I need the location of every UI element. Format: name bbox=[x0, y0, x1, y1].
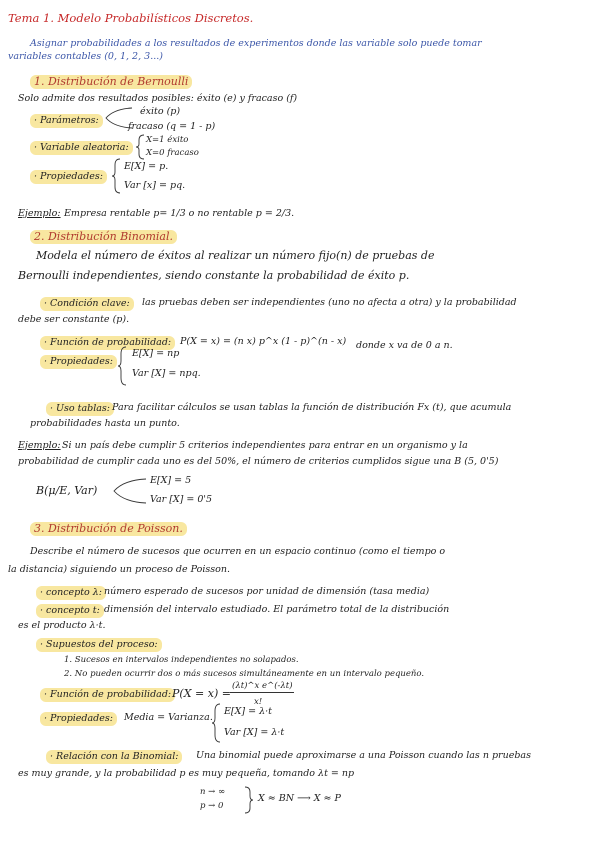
poisson-func-den: x! bbox=[254, 697, 263, 707]
binomial-prop-brace bbox=[118, 346, 128, 386]
poisson-lim-result: X ≈ BN ⟶ X ≈ P bbox=[258, 793, 341, 804]
poisson-func-num: (λt)^x e^(-λt) bbox=[232, 681, 293, 691]
poisson-prop-label: · Propiedades: bbox=[40, 712, 117, 726]
binomial-func-tail: donde x va de 0 a n. bbox=[356, 340, 453, 351]
bernoulli-prop-2: Var [x] = pq. bbox=[124, 180, 186, 191]
bernoulli-line: Solo admite dos resultados posibles: éxito (e) y fracaso (f) bbox=[18, 93, 298, 104]
binomial-prop-1: E[X] = np bbox=[132, 348, 180, 359]
binomial-func-text: P(X = x) = (n x) p^x (1 - p)^(n - x) bbox=[180, 336, 347, 347]
intro-line-1: Asignar probabilidades a los resultados de experimentos donde las variable solo puede tomar bbox=[30, 38, 482, 49]
poisson-rel-text-2: es muy grande, y la probabilidad p es muy pequeña, tomando λt = np bbox=[18, 768, 355, 779]
binomial-prop-label: · Propiedades: bbox=[40, 355, 117, 369]
bernoulli-param-label: · Parámetros: bbox=[30, 114, 103, 128]
bernoulli-example-text: Empresa rentable p= 1/3 o no rentable p = 2/3. bbox=[64, 208, 295, 219]
bernoulli-prop-brace bbox=[112, 158, 122, 194]
poisson-sup-1: 1. Sucesos en intervalos independientes no solapados. bbox=[64, 655, 299, 665]
poisson-fraction-bar bbox=[230, 692, 294, 693]
poisson-lim-2: p → 0 bbox=[200, 801, 224, 811]
binomial-example-text-2: probabilidad de cumplir cada uno es del 50%, el número de criterios cumplidos sigue una B (5, 0'5) bbox=[18, 456, 499, 467]
binomial-tables-text-2: probabilidades hasta un punto. bbox=[30, 418, 180, 429]
bernoulli-var-1: X=1 éxito bbox=[146, 135, 189, 145]
binomial-func-label: · Función de probabilidad: bbox=[40, 336, 175, 350]
poisson-c2-label: · concepto t: bbox=[36, 604, 104, 618]
binomial-desc-2: Bernoulli independientes, siendo constante la probabilidad de éxito p. bbox=[18, 269, 410, 282]
bernoulli-var-label: · Variable aleatoria: bbox=[30, 141, 133, 155]
binomial-tables-text: Para facilitar cálculos se usan tablas la función de distribución Fx (t), que acumula bbox=[112, 402, 512, 413]
binomial-tables-label: · Uso tablas: bbox=[46, 402, 114, 416]
b-branch bbox=[112, 477, 148, 505]
binomial-cond-text: las pruebas deben ser independientes (uno no afecta a otra) y la probabilidad bbox=[142, 297, 517, 308]
bernoulli-prop-label: · Propiedades: bbox=[30, 170, 107, 184]
poisson-desc-2: la distancia) siguiendo un proceso de Poisson. bbox=[8, 564, 231, 575]
binomial-b-2: Var [X] = 0'5 bbox=[150, 494, 213, 505]
poisson-c2-text: dimensión del intervalo estudiado. El parámetro total de la distribución bbox=[104, 604, 450, 615]
binomial-prop-2: Var [X] = npq. bbox=[132, 368, 201, 379]
poisson-c2-text-2: es el producto λ·t. bbox=[18, 620, 106, 631]
binomial-example-text: Si un país debe cumplir 5 criterios independientes para entrar en un organismo y la bbox=[62, 440, 468, 451]
poisson-sup-2: 2. No pueden ocurrir dos o más sucesos simultáneamente en un intervalo pequeño. bbox=[64, 669, 425, 679]
binomial-cond-label: · Condición clave: bbox=[40, 297, 134, 311]
poisson-prop-lead: Media = Varianza. bbox=[124, 712, 213, 723]
binomial-b-1: E[X] = 5 bbox=[150, 475, 192, 486]
poisson-heading: 3. Distribución de Poisson. bbox=[30, 522, 187, 536]
bernoulli-prop-1: E[X] = p. bbox=[124, 161, 169, 172]
bernoulli-var-2: X=0 fracaso bbox=[146, 148, 199, 158]
poisson-lim-1: n → ∞ bbox=[200, 787, 226, 797]
binomial-b-label: B(μ/E, Var) bbox=[36, 484, 98, 497]
poisson-c1-label: · concepto λ: bbox=[36, 586, 106, 600]
bernoulli-example-label: Ejemplo: bbox=[18, 208, 61, 219]
page-title: Tema 1. Modelo Probabilísticos Discretos. bbox=[8, 11, 254, 25]
poisson-prop-brace bbox=[212, 703, 222, 743]
binomial-example-label: Ejemplo: bbox=[18, 440, 61, 451]
poisson-sup-label: · Supuestos del proceso: bbox=[36, 638, 162, 652]
intro-line-2: variables contables (0, 1, 2, 3...) bbox=[8, 51, 163, 62]
poisson-func-text: P(X = x) = bbox=[172, 687, 231, 700]
binomial-heading: 2. Distribución Binomial. bbox=[30, 230, 177, 244]
poisson-prop-2: Var [X] = λ·t bbox=[224, 727, 285, 738]
bernoulli-param-1: éxito (p) bbox=[140, 106, 181, 117]
binomial-cond-text-2: debe ser constante (p). bbox=[18, 314, 130, 325]
var-brace bbox=[136, 134, 146, 160]
poisson-func-label: · Función de probabilidad: bbox=[40, 688, 175, 702]
lim-brace bbox=[244, 786, 254, 814]
poisson-prop-1: E[X] = λ·t bbox=[224, 706, 272, 717]
poisson-desc-1: Describe el número de sucesos que ocurren en un espacio continuo (como el tiempo o bbox=[30, 546, 446, 557]
binomial-desc-1: Modela el número de éxitos al realizar un número fijo(n) de pruebas de bbox=[36, 249, 435, 262]
poisson-c1-text: número esperado de sucesos por unidad de dimensión (tasa media) bbox=[104, 586, 430, 597]
bernoulli-heading: 1. Distribución de Bernoulli bbox=[30, 75, 192, 89]
poisson-rel-text: Una binomial puede aproximarse a una Poisson cuando las n pruebas bbox=[196, 750, 531, 761]
poisson-rel-label: · Relación con la Binomial: bbox=[46, 750, 182, 764]
bernoulli-param-2: fracaso (q = 1 - p) bbox=[128, 121, 216, 132]
